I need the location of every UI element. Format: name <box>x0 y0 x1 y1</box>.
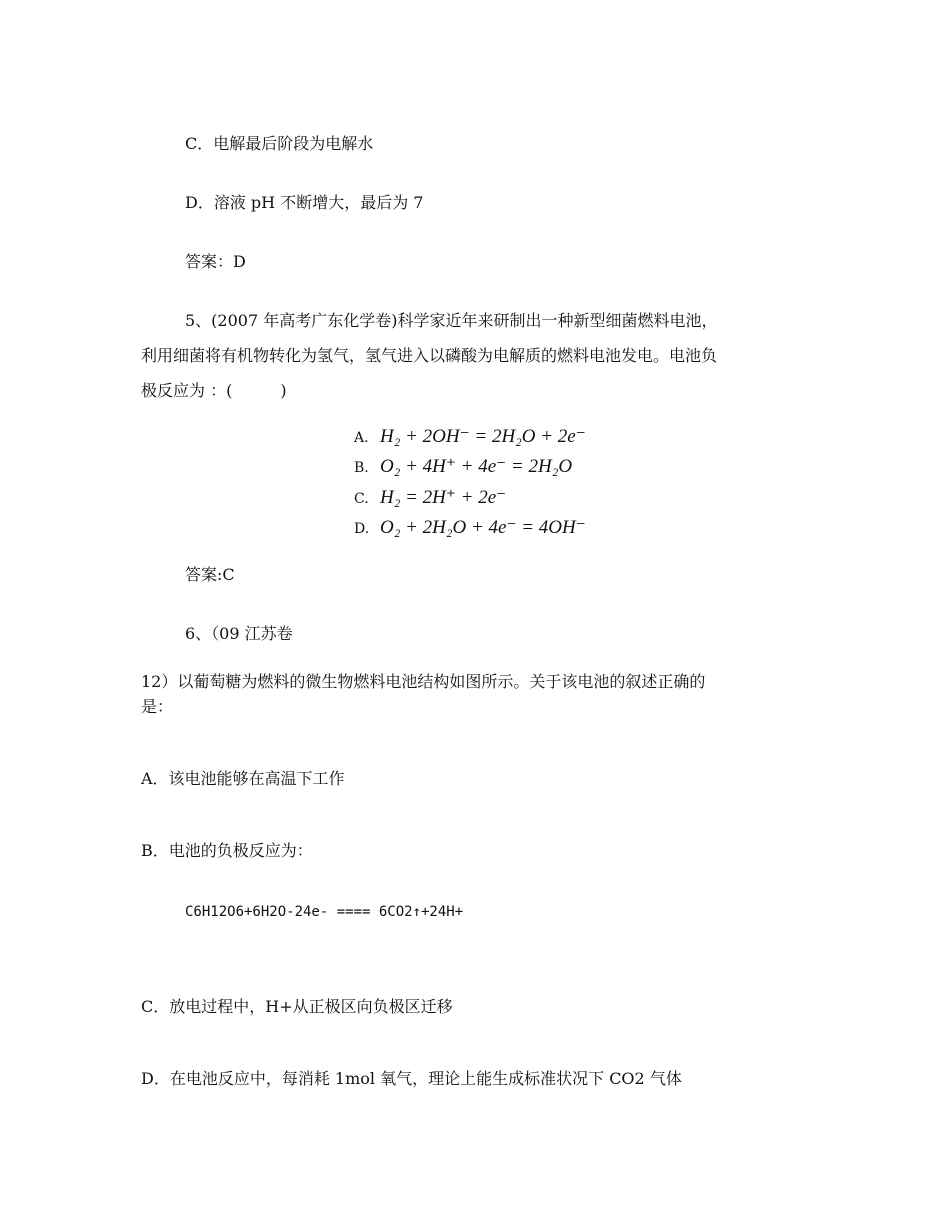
q6-stem-line-1: 12）以葡萄糖为燃料的微生物燃料电池结构如图所示。关于该电池的叙述正确的 <box>141 672 706 691</box>
q4-option-d: D．溶液 pH 不断增大，最后为 7 <box>185 193 424 212</box>
equation-formula: H₂ + 2OH⁻ = 2H₂O + 2e⁻ <box>380 426 586 447</box>
q6-option-c: C．放电过程中，H+从正极区向负极区迁移 <box>141 997 453 1016</box>
q5-option-d <box>354 515 586 542</box>
q5-option-c <box>354 485 506 512</box>
q5-stem-line-1: 5、(2007 年高考广东化学卷)科学家近年来研制出一种新型细菌燃料电池， <box>185 311 718 330</box>
q5-option-b <box>354 454 572 481</box>
equation-formula: O₂ + 4H⁺ + 4e⁻ = 2H₂O <box>380 456 573 477</box>
q6-option-a: A．该电池能够在高温下工作 <box>141 769 345 788</box>
q6-option-b: B．电池的负极反应为： <box>141 841 313 860</box>
q5-stem-line-3: 极反应为 ：( ) <box>141 381 287 400</box>
q4-answer: 答案：D <box>185 252 246 271</box>
equation-formula: O₂ + 2H₂O + 4e⁻ = 4OH⁻ <box>380 517 586 538</box>
q4-option-c: C．电解最后阶段为电解水 <box>185 134 374 153</box>
equation-formula: H₂ = 2H⁺ + 2e⁻ <box>380 487 507 508</box>
q6-head: 6、（09 江苏卷 <box>185 624 293 643</box>
q5-stem-line-2: 利用细菌将有机物转化为氢气，氢气进入以磷酸为电解质的燃料电池发电。电池负 <box>141 346 718 365</box>
q5-option-a <box>354 424 586 451</box>
q6-stem-line-2: 是： <box>141 697 174 716</box>
option-label: D. <box>354 521 370 537</box>
option-label: C. <box>354 491 369 507</box>
q5-answer: 答案:C <box>185 565 235 584</box>
option-label: A. <box>354 430 369 446</box>
q6-equation: C6H12O6+6H2O-24e- ==== 6CO2↑+24H+ <box>185 904 464 920</box>
option-label: B. <box>354 460 369 476</box>
q6-option-d: D．在电池反应中，每消耗 1mol 氧气，理论上能生成标准状况下 CO2 气体 <box>141 1069 682 1088</box>
